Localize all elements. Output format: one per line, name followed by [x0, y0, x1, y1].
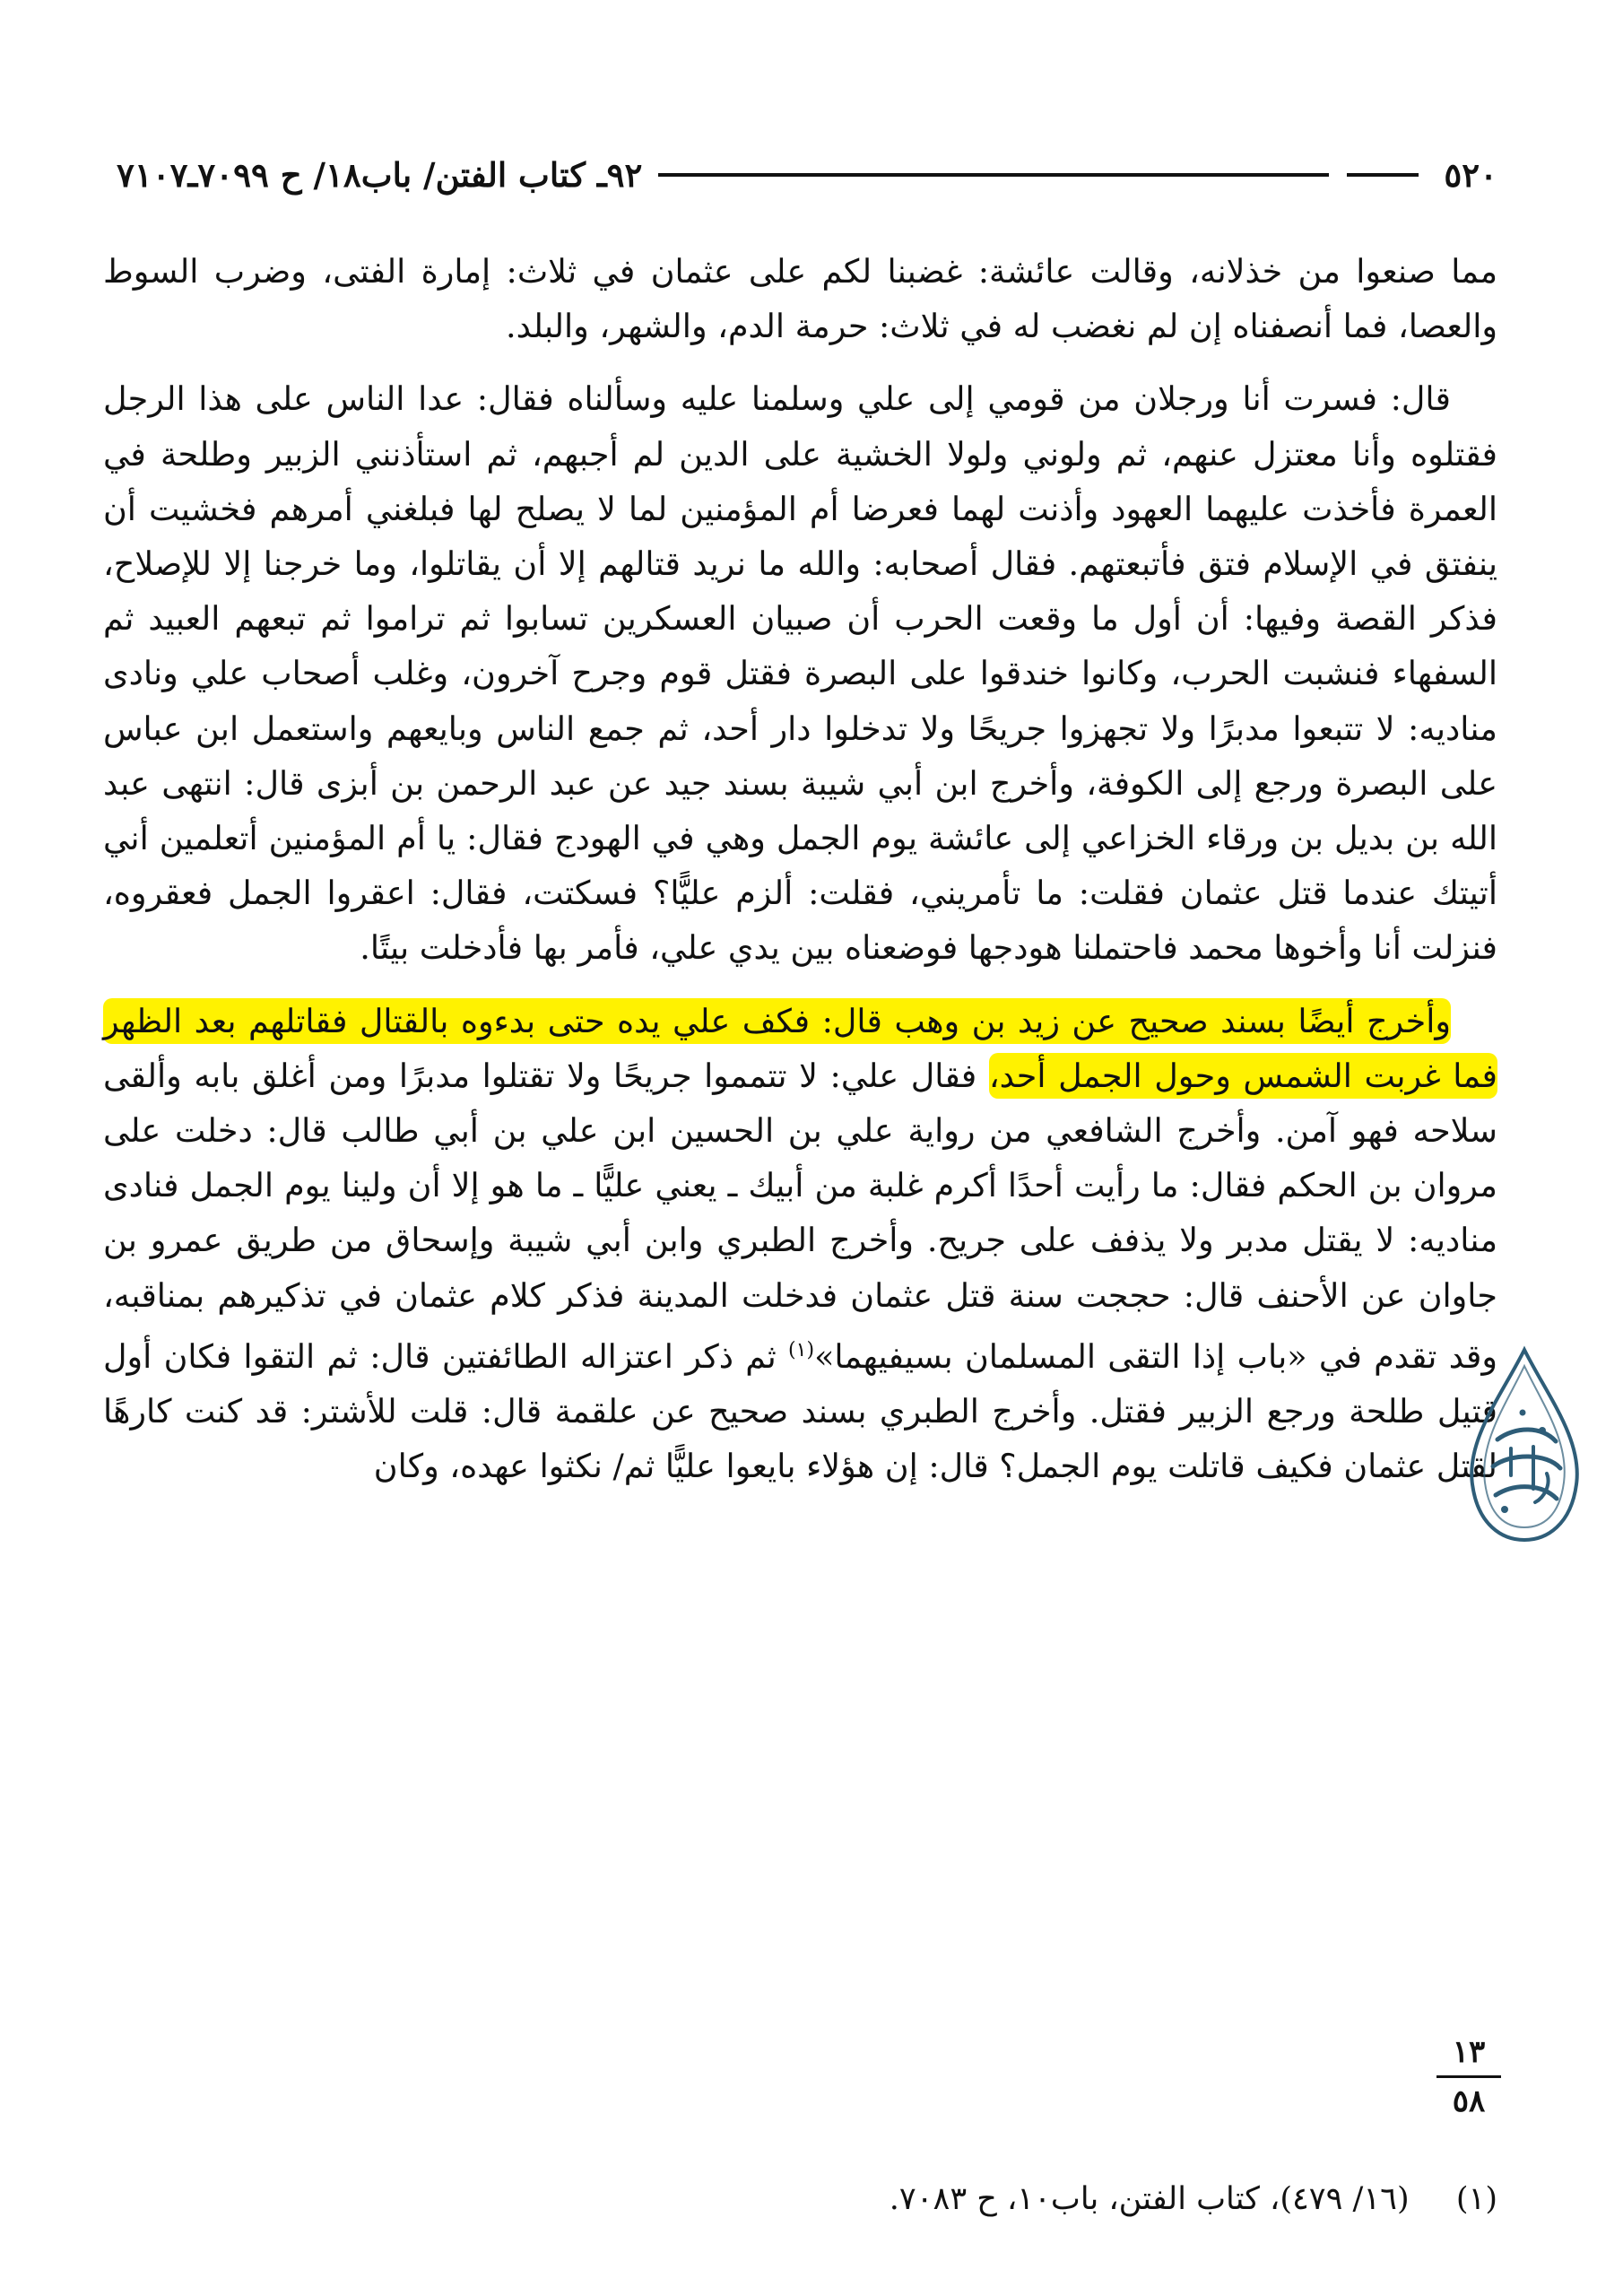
page-number: ٥٢٠ [1444, 155, 1497, 195]
paragraph-1: مما صنعوا من خذلانه، وقالت عائشة: غضبنا لكم على عثمان في ثلاث: إمارة الفتى، وضرب السوط والعصا، فما أنصفناه إن لم نغضب له في ثلاث: حرمة الدم، والشهر، والبلد. [103, 252, 1497, 346]
marginal-page-reference [1433, 2034, 1505, 2119]
footnote-number: (١) [1455, 2181, 1497, 2217]
paragraph-3-text: فقال علي: لا تتمموا جريحًا ولا تقتلوا مدبرًا ومن أغلق بابه وألقى سلاحه فهو آمن. وأخرج الشافعي من رواية علي بن الحسين ابن علي بن أبي طالب قال: دخلت على مروان بن الحكم فقال: ما رأيت أحدًا أكرم غلبة من أبيك ـ يعني عليًّا ـ ما هو إلا أن ولينا يوم الجمل فنادى مناديه: لا يقتل مدبر ولا يذفف على جريح. وأخرج الطبري وابن أبي شيبة وإسحاق من طريق عمرو بن جاوان عن الأحنف قال: حججت سنة قتل عثمان فدخلت المدينة فذكر كلام عثمان في تذكيرهم بمناقبه، وقد تقدم في «باب إذا التقى المسلمان بسيفيهما» [103, 1056, 1497, 1377]
running-header [117, 148, 1497, 202]
header-rule [658, 173, 1329, 177]
running-title: ٩٢ـ كتاب الفتن/ باب١٨/ ح ٧٠٩٩ـ٧١٠٧ [117, 155, 643, 195]
header-rule-short [1347, 173, 1419, 177]
paragraph-2: قال: فسرت أنا ورجلان من قومي إلى علي وسلمنا عليه وسألناه فقال: عدا الناس على هذا الرجل فقتلوه وأنا معتزل عنهم، ثم ولوني ولولا الخشية على الدين لم أجبهم، ثم استأذنني الزبير وطلحة في العمرة فأخذت عليهما العهود وأذنت لهما فعرضا أم المؤمنين لما لا يصلح لها فبلغني أمرهم فخشيت أن ينفتق في الإسلام فتق فأتبعتهم. فقال أصحابه: والله ما نريد قتالهم إلا أن يقاتلوا، وما خرجنا إلا للإصلاح، فذكر القصة وفيها: أن أول ما وقعت الحرب أن صبيان العسكرين تسابوا ثم تراموا ثم تبعهم العبيد ثم السفهاء فنشبت الحرب، وكانوا خندقوا على البصرة فقتل قوم وجرح آخرون، وغلب أصحاب علي ونادى مناديه: لا تتبعوا مدبرًا ولا تجهزوا جريحًا ولا تدخلوا دار أحد، ثم جمع الناس وبايعهم واستعمل ابن عباس على البصرة ورجع إلى الكوفة، وأخرج ابن أبي شيبة بسند جيد عن عبد الرحمن بن أبزى قال: انتهى عبد الله بن بديل بن ورقاء الخزاعي إلى عائشة يوم الجمل وهي في الهودج فقال: يا أم المؤمنين أتعلمين أني أتيتك عندما قتل عثمان فقلت: ما تأمريني، فقلت: ألزم عليًّا؟ فسكتت، فقال: اعقروا الجمل فعقروه، فنزلت أنا وأخوها محمد فاحتملنا هودجها فوضعناه بين يدي علي، فأمر بها فأدخلت بيتًا. [103, 379, 1497, 968]
paragraph-3-text-continued: ثم ذكر اعتزاله الطائفتين قال: ثم التقوا فكان أول قتيل طلحة ورجع الزبير فقتل. وأخرج الطبري بسند صحيح عن علقمة قال: قلت للأشتر: قد كنت كارهًا لقتل عثمان فكيف قاتلت يوم الجمل؟ قال: إن هؤلاء بايعوا عليًّا ثم/ نكثوا عهده، وكان [103, 1337, 1497, 1486]
margin-divider [1436, 2075, 1501, 2078]
margin-page: ٥٨ [1452, 2083, 1486, 2119]
paragraph-3 [103, 994, 1497, 1494]
footnote-mark: (١) [788, 1338, 815, 1361]
main-text [103, 244, 1497, 1494]
margin-volume: ١٣ [1452, 2034, 1486, 2070]
footnote [717, 2181, 1497, 2217]
highlighted-passage: وأخرج أيضًا بسند صحيح عن زيد بن وهب قال: فكف علي يده حتى بدءوه بالقتال فقاتلهم بعد الظهر فما غربت الشمس وحول الجمل أحد، [103, 998, 1497, 1099]
footnote-text: (١٦/ ٤٧٩)، كتاب الفتن، باب١٠، ح ٧٠٨٣. [889, 2181, 1410, 2217]
calligraphic-drop-logo-icon [1462, 1341, 1587, 1547]
